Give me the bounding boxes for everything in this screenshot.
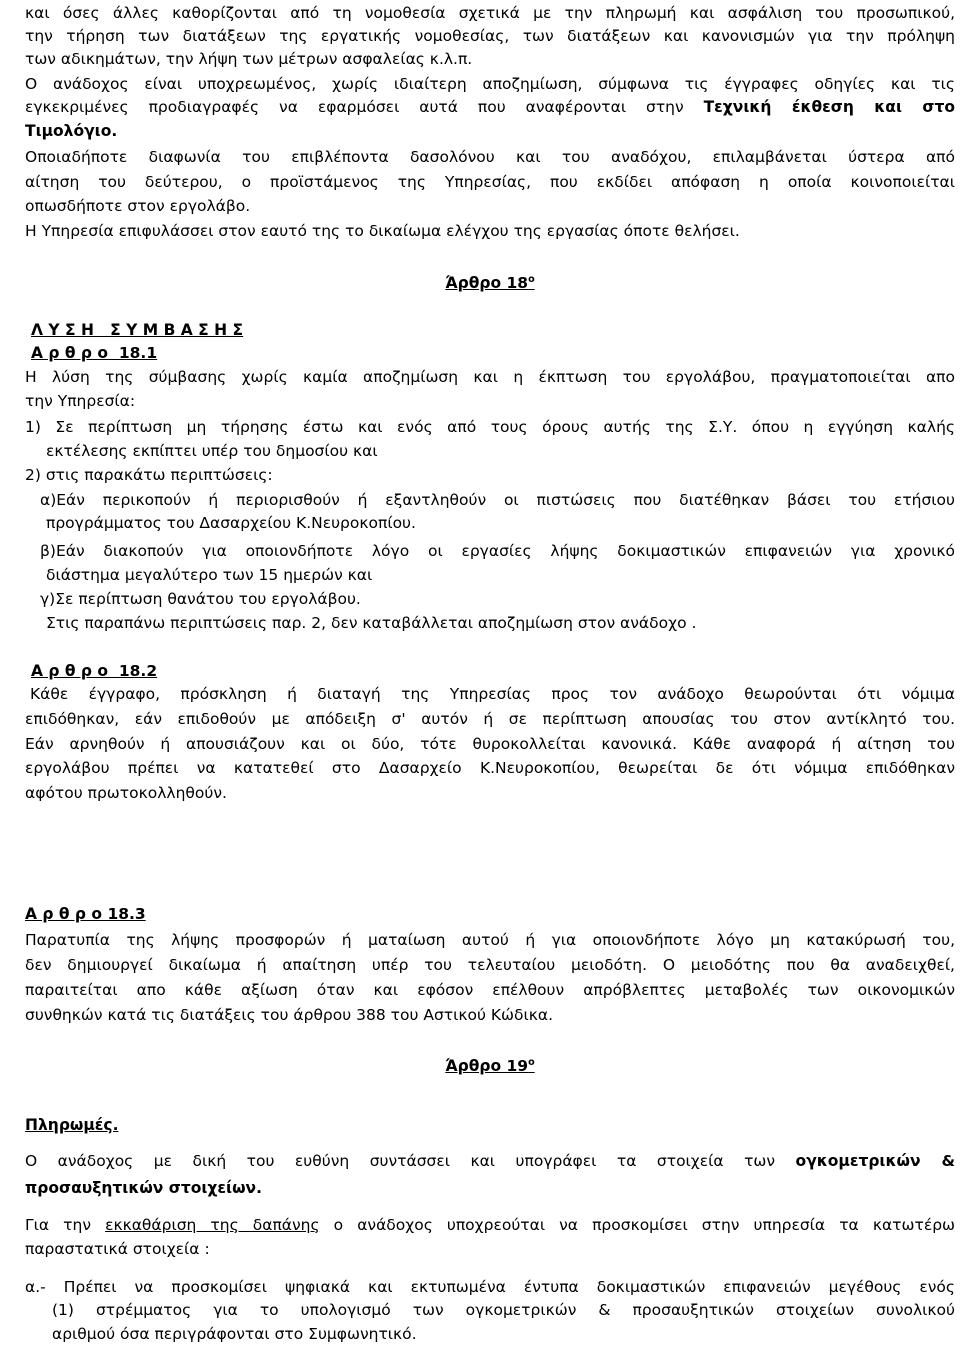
text-line: Η Υπηρεσία επιφυλάσσει στον εαυτό της το δικαίωμα ελέγχου της εργασίας όποτε θελήσει.: [25, 222, 740, 240]
text-line: β)Εάν διακοπούν για οποιονδήποτε λόγο οι εργασίες λήψης δοκιμαστικών επιφανειών για χρονικό: [40, 542, 955, 560]
text-line: Ο ανάδοχος είναι υποχρεωμένος, χωρίς ιδιαίτερη αποζημίωση, σύμφωνα τις έγγραφες οδηγίες και τις: [25, 74, 955, 93]
text-line: 2) στις παρακάτω περιπτώσεις:: [25, 466, 273, 484]
article-18-1-note: [25, 611, 955, 635]
text-line: δεν δημιουργεί δικαίωμα ή απαίτηση υπέρ του τελευταίου μειοδότη. Ο μειοδότης που θα αναδειχθεί,: [25, 956, 955, 974]
article-18-2-heading: [25, 659, 960, 683]
text-line: την τήρηση των διατάξεων της εργατικής νομοθεσίας, των διατάξεων και κανονισμών για την πρόληψη: [25, 27, 955, 45]
list-item-b: [25, 539, 955, 587]
ordinal-superscript: ο: [528, 273, 535, 285]
section-title-text: Λ Υ Σ Η Σ Υ Μ Β Α Σ Η Σ: [31, 321, 244, 339]
text-line: προγράμματος του Δασαρχείου Κ.Νευροκοπίου.: [46, 513, 416, 532]
article-18-1-intro: [25, 365, 955, 413]
text-line: Κάθε έγγραφο, πρόσκληση ή διαταγή της Υπηρεσίας προς τον ανάδοχο θεωρούνται ότι νόμιμα: [30, 685, 955, 703]
text-line: Οποιαδήποτε διαφωνία του επιβλέποντα δασολόνου και του αναδόχου, επιλαμβάνεται ύστερα από: [25, 148, 955, 166]
text-line: Παρατυπία της λήψης προσφορών ή ματαίωση αυτού ή για οποιονδήποτε λόγο μη κατακύρωσή του,: [25, 931, 955, 949]
bold-text-line: προσαυξητικών στοιχείων.: [25, 1178, 262, 1197]
text-segment: ο ανάδοχος υποχρεούται να προσκομίσει στην υπηρεσία τα κατωτέρω: [319, 1216, 956, 1234]
text-segment: Για την: [25, 1216, 106, 1234]
text-line: αφότου πρωτοκολληθούν.: [25, 784, 227, 803]
article-heading-label: Άρθρο 19: [445, 1057, 529, 1075]
text-line: Στις παραπάνω περιπτώσεις παρ. 2, δεν καταβάλλεται αποζημίωση στον ανάδοχο .: [46, 614, 697, 632]
subsection-heading-text: Α ρ θ ρ ο 18.2: [31, 662, 158, 680]
text-line: εργολάβου πρέπει να κατατεθεί στο Δασαρχείο Κ.Νευροκοπίου, θεωρείται δε ότι νόμιμα επιδόθηκαν: [25, 759, 955, 778]
bold-text-line: Τιμολόγιο.: [25, 121, 118, 140]
text-line: α.- Πρέπει να προσκομίσει ψηφιακά και εκτυπωμένα έντυπα δοκιμαστικών επιφανειών μεγέθους ενός: [25, 1277, 955, 1296]
intro-paragraph-1: [25, 2, 955, 71]
list-item-2: [25, 463, 955, 487]
text-segment: Ο ανάδοχος με δική του ευθύνη συντάσσει και υπογράφει τα στοιχεία των: [25, 1152, 796, 1170]
article-19-paragraph-1: [25, 1148, 955, 1201]
article-heading-text: [445, 1057, 534, 1075]
bold-text-segment: Τεχνική έκθεση και στο: [703, 98, 955, 116]
article-19-heading: [25, 1054, 955, 1078]
article-heading-text: [445, 274, 534, 292]
text-line: αριθμού όσα περιγράφονται στο Συμφωνητικό.: [52, 1324, 417, 1343]
text-line: των αδικημάτων, την λήψη των μέτρων ασφαλείας κ.λ.π.: [25, 50, 473, 68]
ordinal-superscript: ο: [528, 1056, 535, 1068]
text-line: παραστατικά στοιχεία :: [25, 1240, 210, 1258]
text-line: την Υπηρεσία:: [25, 392, 136, 410]
text-line: Η λύση της σύμβασης χωρίς καμία αποζημίωση και η έκπτωση του εργολάβου, πραγματοποιείται απο: [25, 368, 955, 386]
article-18-3-body: [25, 928, 955, 1028]
text-line: 1) Σε περίπτωση μη τήρησης έστω και ενός από τους όρους αυτής της Σ.Υ. όπου η εγγύηση καλής: [25, 418, 955, 436]
article-18-heading: [25, 271, 955, 295]
text-segment: εγκεκριμένες προδιαγραφές να εφαρμόσει αυτά που αναφέρονται στην: [25, 98, 704, 116]
list-item-1: [25, 416, 955, 463]
list-item-a: [25, 489, 955, 535]
intro-paragraph-3: [25, 145, 955, 219]
bold-text-segment: ογκομετρικών &: [795, 1152, 955, 1170]
intro-paragraph-2: [25, 73, 955, 144]
text-line: εκτέλεσης εκπίπτει υπέρ του δημοσίου και: [46, 441, 378, 460]
text-line: [25, 1148, 955, 1175]
subsection-heading-text: Α ρ θ ρ ο 18.3: [25, 905, 146, 923]
article-19-item-a: [25, 1276, 955, 1346]
text-line: οπωσδήποτε στον εργολάβο.: [25, 197, 251, 215]
subtitle-text: Πληρωμές.: [25, 1116, 119, 1134]
text-line: παραιτείται απο κάθε αξίωση όταν και εφόσον επέλθουν απρόβλεπτες μεταβολές των οικονομικών: [25, 981, 955, 999]
article-19-paragraph-2: [25, 1213, 955, 1261]
text-line: α)Εάν περικοπούν ή περιορισθούν ή εξαντληθούν οι πιστώσεις που διατέθηκαν βάσει του ετήσιου: [40, 490, 955, 509]
article-18-2-body: [25, 682, 955, 806]
subsection-heading-text: Α ρ θ ρ ο 18.1: [31, 344, 158, 362]
article-18-3-heading: [25, 902, 955, 926]
article-18-1-heading: [25, 341, 960, 365]
list-item-c: [25, 587, 955, 611]
text-line: Εάν αρνηθούν ή απουσιάζουν και οι δύο, τότε θυροκολλείται κανονικά. Κάθε αναφορά ή αίτηση του: [25, 734, 955, 753]
text-line: συνθηκών κατά τις διατάξεις του άρθρου 388 του Αστικού Κώδικα.: [25, 1006, 554, 1024]
text-line: αίτηση του δεύτερου, ο προϊστάμενος της Υπηρεσίας, που εκδίδει απόφαση η οποία κοινοποιείται: [25, 172, 955, 191]
article-heading-label: Άρθρο 18: [445, 274, 529, 292]
text-line: και όσες άλλες καθορίζονται από τη νομοθεσία σχετικά με την πληρωμή και ασφάλιση του προσωπικού,: [25, 4, 955, 22]
text-line: [25, 1213, 955, 1237]
underlined-text-segment: εκκαθάριση της δαπάνης: [105, 1216, 320, 1234]
payments-subtitle: [25, 1113, 955, 1137]
text-line: [25, 96, 955, 120]
text-line: διάστημα μεγαλύτερο των 15 ημερών και: [46, 566, 373, 584]
intro-paragraph-4: [25, 219, 955, 243]
article-18-title: [25, 318, 960, 342]
text-line: γ)Σε περίπτωση θανάτου του εργολάβου.: [40, 590, 361, 608]
text-line: (1) στρέμματος για το υπολογισμό των ογκομετρικών & προσαυξητικών στοιχείων συνολικού: [52, 1301, 955, 1319]
text-line: επιδόθηκαν, εάν επιδοθούν με απόδειξη σ' αυτόν ή σε περίπτωση απουσίας του στον αντίκλητό του.: [25, 709, 955, 728]
